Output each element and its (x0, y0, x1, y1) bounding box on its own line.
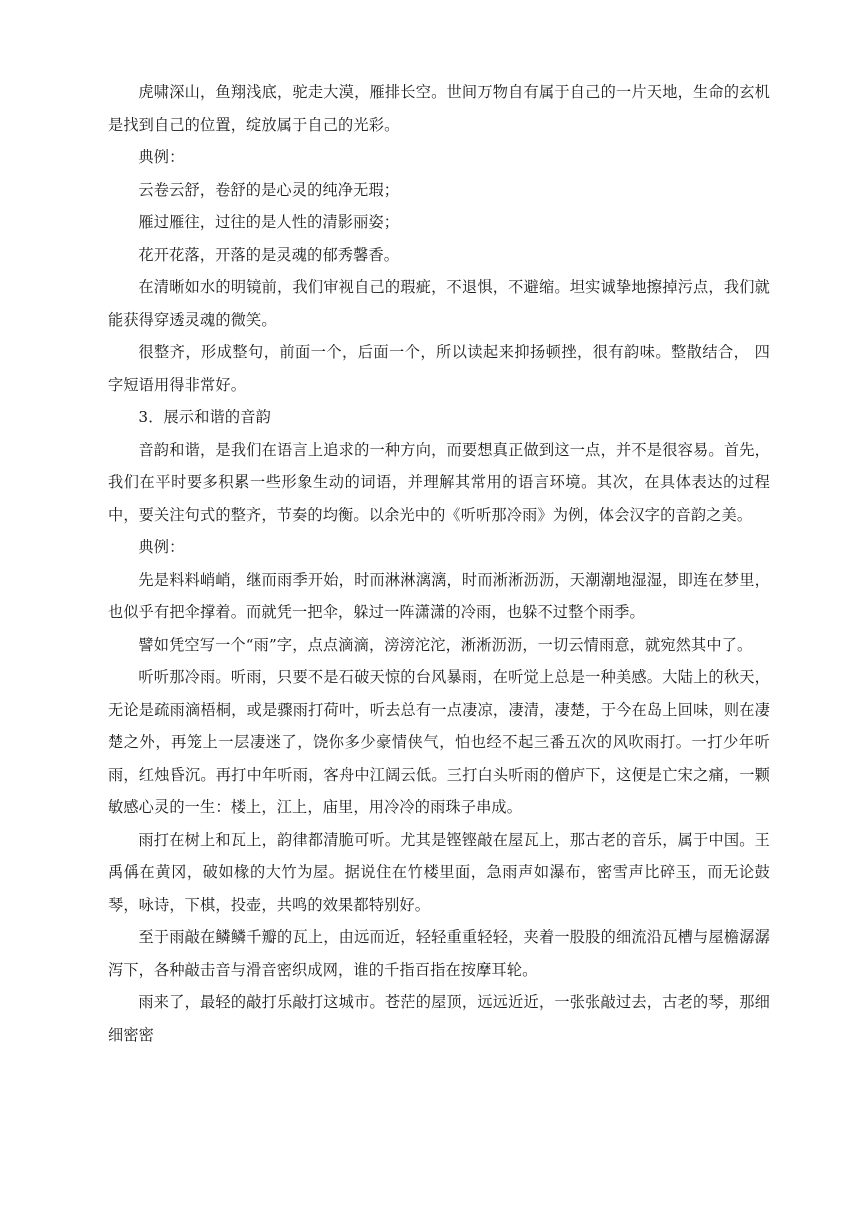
example-label: 典例： (138, 538, 185, 556)
paragraph-commentary: 很整齐，形成整句，前面一个，后面一个，所以读起来抑扬顿挫，很有韵味。整散结合， 四字短语用得非常好。 (108, 343, 770, 394)
paragraph: 譬如凭空写一个“雨”字，点点滴滴，滂滂沱沱，淅淅沥沥，一切云情雨意，就宛然其中了。 (138, 635, 753, 654)
document-body (108, 76, 770, 1051)
section-heading: 3．展示和谐的音韵 (138, 408, 271, 426)
example-line: 云卷云舒，卷舒的是心灵的纯净无瑕； (138, 180, 400, 199)
paragraph: 雨打在树上和瓦上，韵律都清脆可听。尤其是铿铿敲在屋瓦上，那古老的音乐，属于中国。王禹偁在黄冈，破如椽的大竹为屋。据说住在竹楼里面，急雨声如瀑布，密雪声比碎玉，而无论鼓琴，咏诗，下棋，投壶，共鸣的效果都特别好。 (108, 830, 770, 914)
paragraph: 听听那冷雨。听雨，只要不是石破天惊的台风暴雨，在听觉上总是一种美感。大陆上的秋天，无论是疏雨滴梧桐，或是骤雨打荷叶，听去总有一点凄凉，凄清，凄楚，于今在岛上回味，则在凄楚之外，再笼上一层凄迷了，饶你多少豪情侠气，怕也经不起三番五次的风吹雨打。一打少年听雨，红烛昏沉。再打中年听雨，客舟中江阔云低。三打白头听雨的僧庐下，这便是亡宋之痛，一颗敏感心灵的一生：楼上，江上，庙里，用冷冷的雨珠子串成。 (108, 668, 770, 816)
paragraph-intro: 虎啸深山，鱼翔浅底，驼走大漠，雁排长空。世间万物自有属于自己的一片天地，生命的玄机是找到自己的位置，绽放属于自己的光彩。 (108, 83, 770, 134)
paragraph: 在清晰如水的明镜前，我们审视自己的瑕疵，不退惧，不避缩。坦实诚挚地擦掉污点，我们就能获得穿透灵魂的微笑。 (108, 278, 770, 329)
paragraph: 音韵和谐，是我们在语言上追求的一种方向，而要想真正做到这一点，并不是很容易。首先，我们在平时要多积累一些形象生动的词语，并理解其常用的语言环境。其次，在具体表达的过程中，要关注句式的整齐，节奏的均衡。以余光中的《听听那冷雨》为例，体会汉字的音韵之美。 (108, 440, 770, 524)
example-label: 典例： (138, 148, 185, 166)
paragraph: 至于雨敲在鳞鳞千瓣的瓦上，由远而近，轻轻重重轻轻，夹着一股股的细流沿瓦槽与屋檐潺潺泻下，各种敲击音与滑音密织成网，谁的千指百指在按摩耳轮。 (108, 928, 770, 979)
example-line: 雁过雁往，过往的是人性的清影丽姿； (138, 213, 400, 231)
paragraph-truncated: 雨来了，最轻的敲打乐敲打这城市。苍茫的屋顶，远远近近，一张张敲过去，古老的琴，那细细密密 (108, 993, 770, 1044)
paragraph: 先是料料峭峭，继而雨季开始，时而淋淋漓漓，时而淅淅沥沥，天潮潮地湿湿，即连在梦里，也似乎有把伞撑着。而就凭一把伞，躲过一阵潇潇的冷雨，也躲不过整个雨季。 (108, 570, 770, 621)
example-line: 花开花落，开落的是灵魂的郁秀馨香。 (138, 245, 400, 264)
